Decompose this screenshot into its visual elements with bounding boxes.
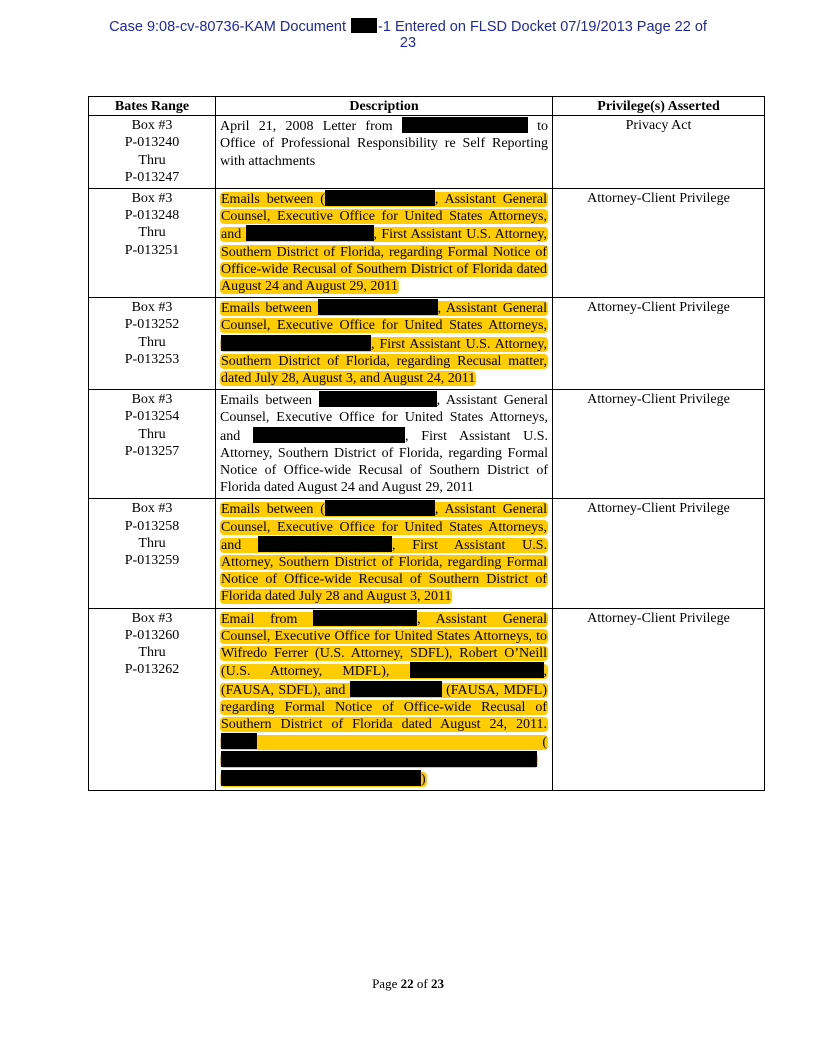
redaction-box xyxy=(325,190,435,206)
redaction-box xyxy=(221,733,257,749)
docket-header xyxy=(0,18,816,51)
page-footer: Page 22 of 23 xyxy=(372,976,444,991)
redaction-box xyxy=(319,391,437,407)
privilege-cell: Attorney-Client Privilege xyxy=(553,189,765,298)
description-cell: Emails between , Assistant General Counsel, Executive Office for United States Attorneys, and , First Assistant U.S. Attorney, Southern District of Florida, regarding Formal Notice of Office-wide Recusal of Southern District of Florida dated August 24 and August 29, 2011 xyxy=(216,390,553,499)
table-row xyxy=(89,189,765,298)
bates-range-cell: Box #3 P-013254 Thru P-013257 xyxy=(89,390,216,499)
description-cell: Emails between ( , Assistant General Counsel, Executive Office for United States Attorneys, and , First Assistant U.S. Attorney, Southern District of Florida, regarding Formal Notice of Office-wide Recusal of Southern District of Florida dated August 24 and August 29, 2011 xyxy=(216,189,553,298)
redaction-box xyxy=(313,610,417,626)
table-row xyxy=(89,499,765,608)
bates-range-cell: Box #3 P-013260 Thru P-013262 xyxy=(89,608,216,790)
redaction-box xyxy=(246,225,374,241)
redaction-box xyxy=(253,427,405,443)
column-header-bates: Bates Range xyxy=(89,97,216,116)
current-page-number: 22 xyxy=(400,976,414,991)
description-cell: Email from , Assistant General Counsel, Executive Office for United States Attorneys, to Wifredo Ferrer (U.S. Attorney, SDFL), Robert O’Neill (U.S. Attorney, MDFL), , (FAUSA, SDFL), and (FAUSA, MDFL) regarding Formal Notice of Office-wide Recusal of Southern District of Florida dated August 24, 2011. ( ) xyxy=(216,608,553,790)
table-header-row xyxy=(89,97,765,116)
table-row xyxy=(89,298,765,390)
docket-header-line-2: 23 xyxy=(399,35,417,51)
redaction-box xyxy=(351,18,377,33)
table-row xyxy=(89,116,765,189)
redaction-box xyxy=(410,662,544,678)
privilege-cell: Attorney-Client Privilege xyxy=(553,298,765,390)
docket-header-line-1: Case 9:08-cv-80736-KAM Document -1 Entered on FLSD Docket 07/19/2013 Page 22 of xyxy=(109,19,707,35)
description-cell: April 21, 2008 Letter from to Office of Professional Responsibility re Self Reporting with attachments xyxy=(216,116,553,189)
privilege-cell: Attorney-Client Privilege xyxy=(553,608,765,790)
bates-range-cell: Box #3 P-013252 Thru P-013253 xyxy=(89,298,216,390)
redaction-box xyxy=(221,770,421,786)
redaction-box xyxy=(402,117,528,133)
bates-range-cell: Box #3 P-013248 Thru P-013251 xyxy=(89,189,216,298)
description-cell: Emails between , Assistant General Counsel, Executive Office for United States Attorneys, , First Assistant U.S. Attorney, Southern District of Florida, regarding Recusal matter, dated July 28, August 3, and August 24, 2011 xyxy=(216,298,553,390)
table-row xyxy=(89,390,765,499)
table-row xyxy=(89,608,765,790)
column-header-description: Description xyxy=(216,97,553,116)
privilege-cell: Privacy Act xyxy=(553,116,765,189)
privilege-cell: Attorney-Client Privilege xyxy=(553,499,765,608)
redaction-box xyxy=(318,299,438,315)
privilege-log-table xyxy=(88,96,765,791)
privilege-cell: Attorney-Client Privilege xyxy=(553,390,765,499)
redaction-box xyxy=(221,335,371,351)
bates-range-cell: Box #3 P-013240 Thru P-013247 xyxy=(89,116,216,189)
redaction-box xyxy=(350,681,442,697)
redaction-box xyxy=(221,751,537,767)
redaction-box xyxy=(325,500,435,516)
description-cell: Emails between ( , Assistant General Counsel, Executive Office for United States Attorneys, and , First Assistant U.S. Attorney, Southern District of Florida, regarding Formal Notice of Office-wide Recusal of Southern District of Florida dated July 28 and August 3, 2011 xyxy=(216,499,553,608)
column-header-privilege: Privilege(s) Asserted xyxy=(553,97,765,116)
total-page-count: 23 xyxy=(430,976,444,991)
redaction-box xyxy=(258,536,392,552)
bates-range-cell: Box #3 P-013258 Thru P-013259 xyxy=(89,499,216,608)
